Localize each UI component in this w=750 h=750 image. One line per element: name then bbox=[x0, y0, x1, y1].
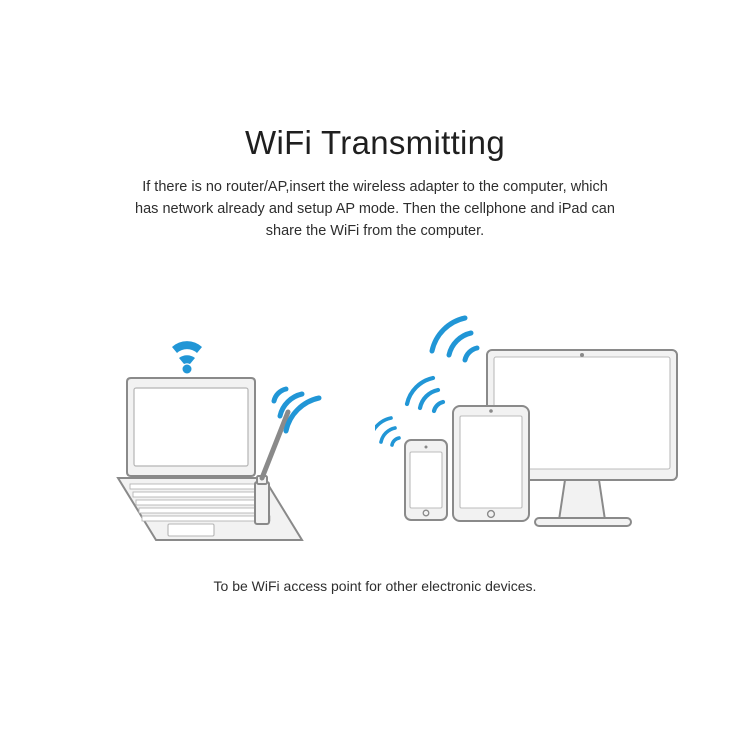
tablet-camera-icon bbox=[489, 409, 493, 413]
wifi-signal-monitor bbox=[432, 318, 477, 360]
wifi-signal-phone bbox=[375, 418, 399, 445]
wifi-signal-laptop-top bbox=[172, 341, 202, 373]
tablet-screen bbox=[460, 416, 522, 508]
adapter-antenna bbox=[262, 412, 288, 478]
monitor-camera-icon bbox=[580, 353, 584, 357]
page-title: WiFi Transmitting bbox=[245, 124, 505, 161]
devices-group bbox=[375, 310, 705, 560]
phone-screen bbox=[410, 452, 442, 508]
phone-camera-icon bbox=[425, 446, 428, 449]
diagram-scene bbox=[0, 280, 750, 570]
laptop-trackpad bbox=[168, 524, 214, 536]
page-description: If there is no router/AP,insert the wireless adapter to the computer, which has network already and setup AP mode. Then the cellphone and iPad can share the WiFi from the computer. bbox=[135, 179, 615, 239]
laptop-group bbox=[100, 300, 350, 550]
diagram-caption: To be WiFi access point for other electronic devices. bbox=[213, 578, 537, 594]
wifi-signal-tablet bbox=[407, 378, 443, 411]
laptop-screen-inner bbox=[134, 388, 248, 466]
usb-wifi-adapter bbox=[255, 476, 269, 524]
